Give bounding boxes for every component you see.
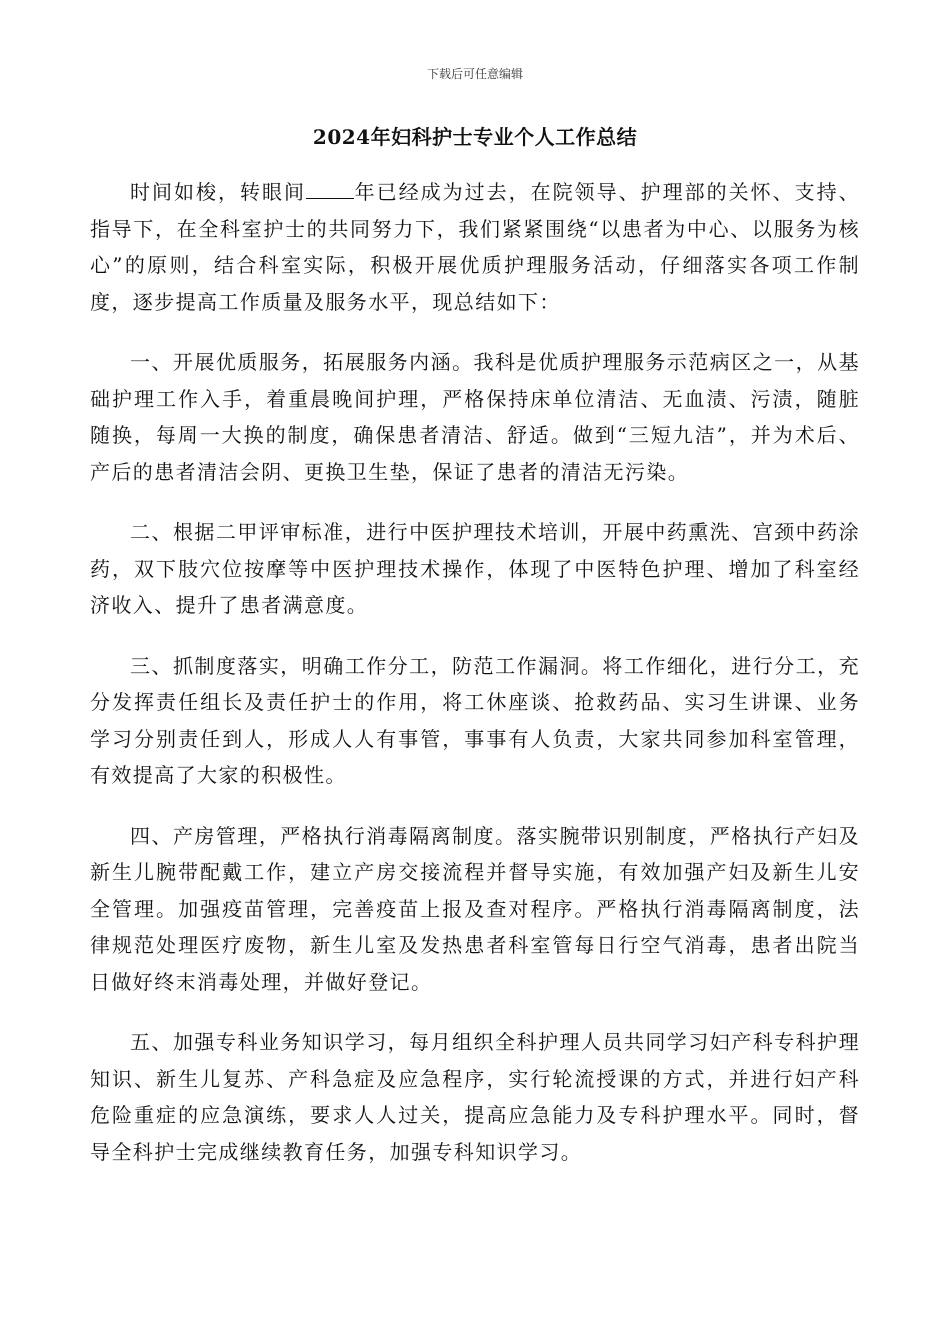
header-note: 下载后可任意编辑 (426, 67, 523, 81)
document-body (90, 174, 860, 1194)
section-paragraph-1: 一、开展优质服务，拓展服务内涵。我科是优质护理服务示范病区之一，从基础护理工作入手，着重晨晚间护理，严格保持床单位清洁、无血渍、污渍，随脏随换，每周一大换的制度，确保患者清洁、舒适。做到“三短九洁”，并为术后、产后的患者清洁会阴、更换卫生垫，保证了患者的清洁无污染。 (90, 350, 860, 484)
section-paragraph-4: 四、产房管理，严格执行消毒隔离制度。落实腕带识别制度，严格执行产妇及新生儿腕带配戴工作，建立产房交接流程并督导实施，有效加强产妇及新生儿安全管理。加强疫苗管理，完善疫苗上报及查对程序。严格执行消毒隔离制度，法律规范处理医疗废物，新生儿室及发热患者科室管每日行空气消毒，患者出院当日做好终末消毒处理，并做好登记。 (90, 823, 860, 994)
year-blank (306, 180, 354, 199)
section-paragraph-2: 二、根据二甲评审标准，进行中医护理技术培训，开展中药熏洗、宫颈中药涂药，双下肢穴位按摩等中医护理技术操作，体现了中医特色护理、增加了科室经济收入、提升了患者满意度。 (90, 520, 860, 617)
page-title: 2024年妇科护士专业个人工作总结 (312, 125, 638, 149)
section-paragraph-3: 三、抓制度落实，明确工作分工，防范工作漏洞。将工作细化，进行分工，充分发挥责任组长及责任护士的作用，将工休座谈、抢救药品、实习生讲课、业务学习分别责任到人，形成人人有事管，事事有人负责，大家共同参加科室管理，有效提高了大家的积极性。 (90, 653, 860, 787)
section-paragraph-5: 五、加强专科业务知识学习，每月组织全科护理人员共同学习妇产科专科护理知识、新生儿复苏、产科急症及应急程序，实行轮流授课的方式，并进行妇产科危险重症的应急演练，要求人人过关，提高应急能力及专科护理水平。同时，督导全科护士完成继续教育任务，加强专科知识学习。 (90, 1030, 860, 1164)
intro-text-start: 时间如梭，转眼间 (130, 180, 306, 204)
intro-paragraph (90, 174, 860, 320)
intro-text-end: 年已经成为过去，在院领导、护理部的关怀、支持、指导下，在全科室护士的共同努力下，我们紧紧围绕“以患者为中心、以服务为核心”的原则，结合科室实际，积极开展优质护理服务活动，仔细落实各项工作制度，逐步提高工作质量及服务水平，现总结如下： (90, 180, 860, 314)
